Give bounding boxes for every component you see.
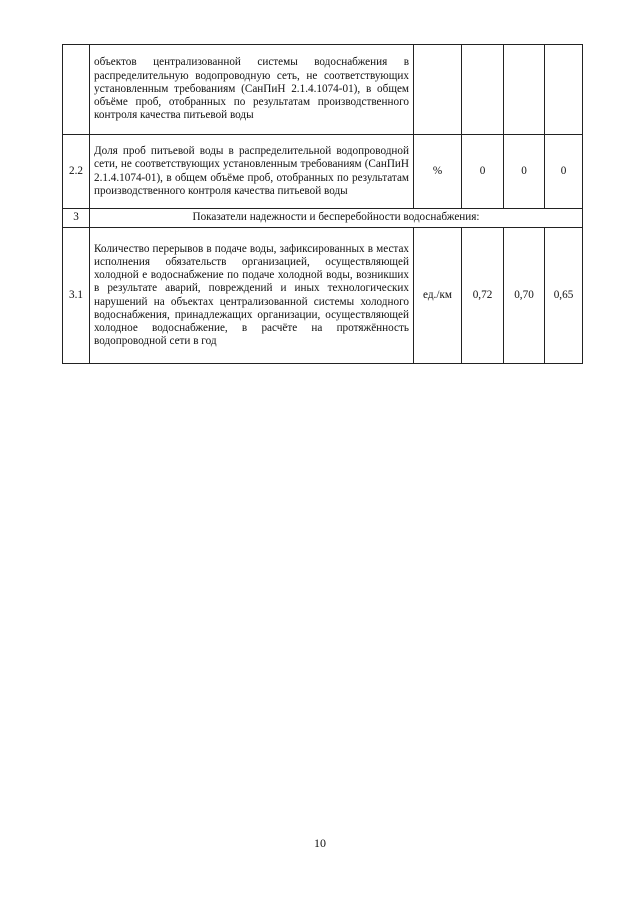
row-number: 3.1 <box>63 228 90 364</box>
section-number: 3 <box>63 209 90 228</box>
value-cell: 0 <box>504 135 545 209</box>
unit-cell: % <box>414 135 462 209</box>
value-cell <box>545 45 583 135</box>
value-cell: 0,72 <box>462 228 504 364</box>
indicator-description: объектов централизованной системы водоснабжения в распределительную водопроводную сеть, не соответствующих установленным требованиям (СанПиН 2.1.4.1074-01), в общем объёме проб, отобранных по результатам производственного контроля качества питьевой воды <box>90 45 414 135</box>
section-title: Показатели надежности и бесперебойности водоснабжения: <box>90 209 583 228</box>
table-row <box>63 228 583 364</box>
row-number <box>63 45 90 135</box>
row-number: 2.2 <box>63 135 90 209</box>
value-cell <box>462 45 504 135</box>
value-cell: 0 <box>462 135 504 209</box>
table-row <box>63 45 583 135</box>
indicators-table <box>62 44 583 364</box>
value-cell: 0 <box>545 135 583 209</box>
value-cell: 0,70 <box>504 228 545 364</box>
unit-cell: ед./км <box>414 228 462 364</box>
value-cell <box>504 45 545 135</box>
indicator-description: Количество перерывов в подаче воды, зафиксированных в местах исполнения обязательств организацией, осуществляющей холодной е водоснабжение по подаче холодной воды, возникших в результате аварий, повреждений и иных технологических нарушений на объектах централизованной системы холодного водоснабжения, принадлежащих организации, осуществляющей холодное водоснабжение, в расчёте на протяжённость водопроводной сети в год <box>90 228 414 364</box>
unit-cell <box>414 45 462 135</box>
section-row <box>63 209 583 228</box>
page-number: 10 <box>314 836 326 850</box>
value-cell: 0,65 <box>545 228 583 364</box>
indicator-description: Доля проб питьевой воды в распределительной водопроводной сети, не соответствующих установленным требованиям (СанПиН 2.1.4.1074-01), в общем объёме проб, отобранных по результатам производственного контроля качества питьевой воды <box>90 135 414 209</box>
table-row <box>63 135 583 209</box>
